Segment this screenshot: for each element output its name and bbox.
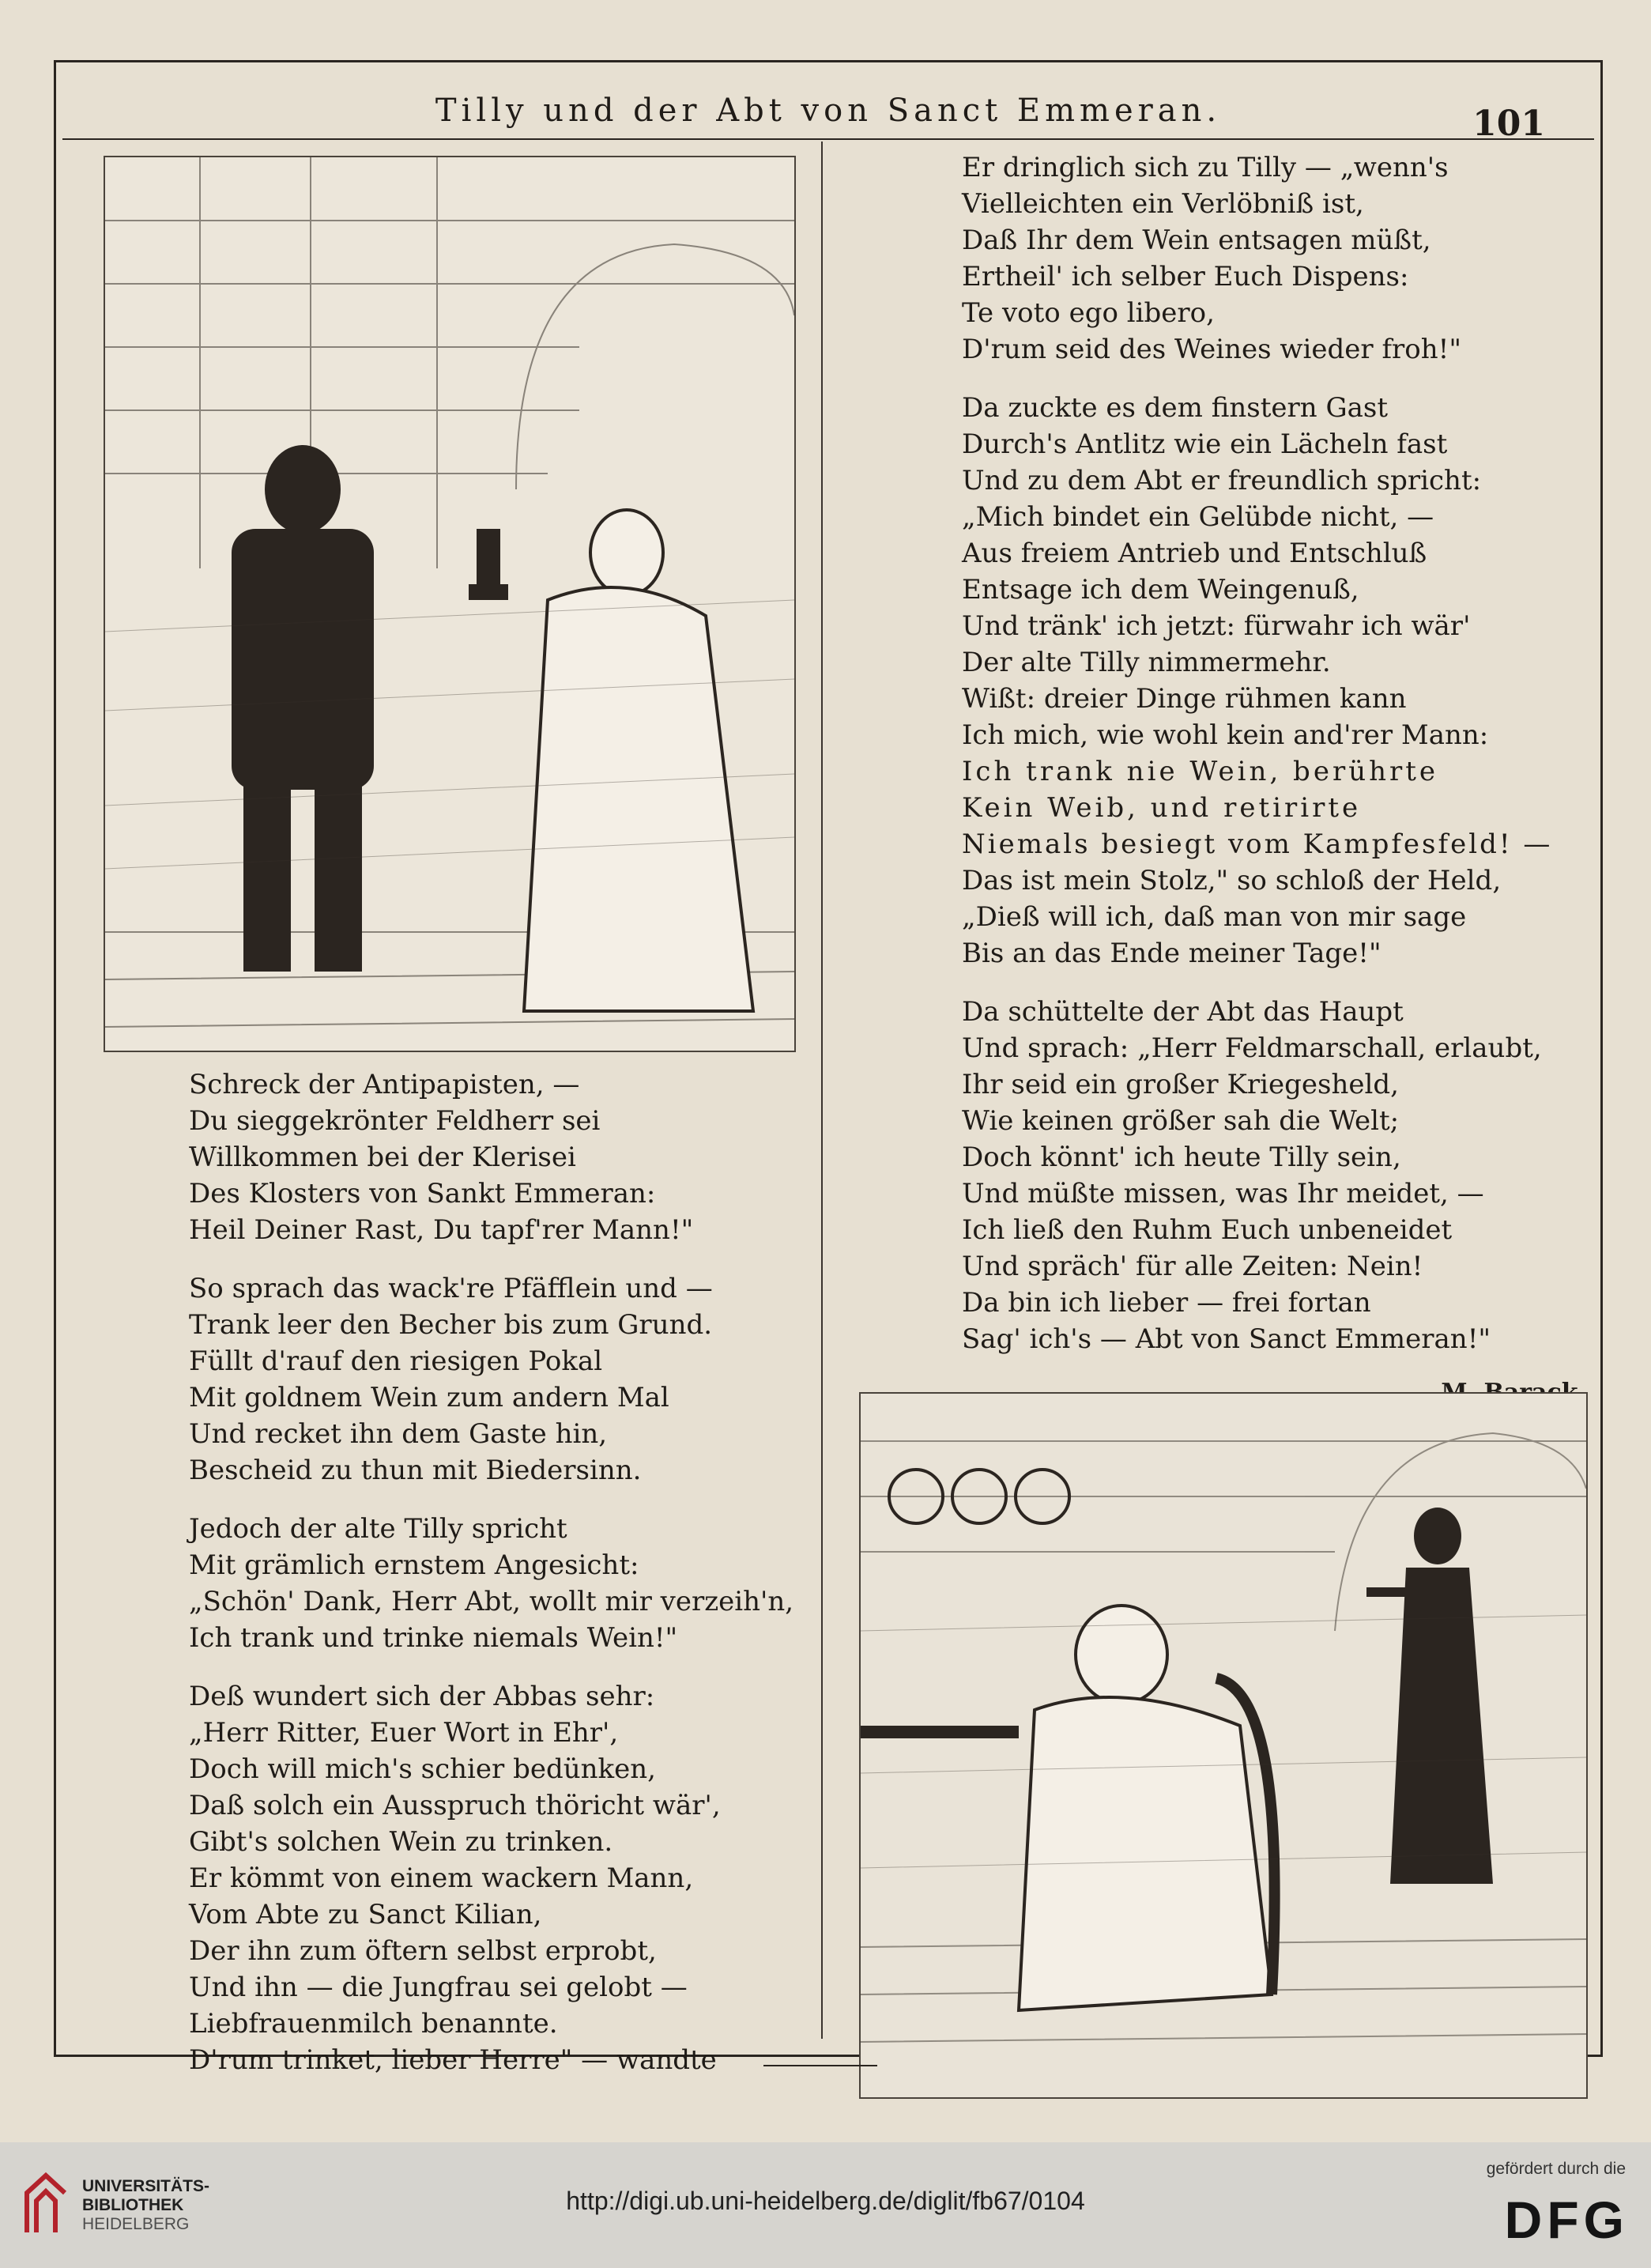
verse-line: Ich ließ den Ruhm Euch unbeneidet bbox=[962, 1214, 1453, 1246]
permalink-url[interactable]: http://digi.ub.uni-heidelberg.de/diglit/fb67/0104 bbox=[566, 2187, 1085, 2215]
closing-rule bbox=[763, 2065, 877, 2066]
stanza bbox=[962, 390, 1586, 972]
verse-line: Bis an das Ende meiner Tage!" bbox=[962, 938, 1381, 969]
verse-line: Ihr seid ein großer Kriegesheld, bbox=[962, 1069, 1399, 1100]
verse-line: Und ihn — die Jungfrau sei gelobt — bbox=[189, 1972, 688, 2003]
verse-line: Da schüttelte der Abt das Haupt bbox=[962, 996, 1404, 1028]
verse-line: „Schön' Dank, Herr Abt, wollt mir verzeih'n, bbox=[189, 1586, 794, 1617]
verse-line: Ich trank nie Wein, berührte bbox=[962, 756, 1439, 787]
left-poem-column bbox=[189, 1066, 805, 2100]
verse-line: Liebfrauenmilch benannte. bbox=[189, 2008, 558, 2040]
engraving-abbot-and-maid-icon bbox=[859, 1392, 1588, 2099]
verse-line: Das ist mein Stolz," so schloß der Held, bbox=[962, 865, 1502, 896]
verse-line: Doch könnt' ich heute Tilly sein, bbox=[962, 1142, 1401, 1173]
stanza bbox=[189, 1678, 805, 2078]
dfg-logo[interactable]: DFG bbox=[1504, 2191, 1629, 2249]
verse-line: Gibt's solchen Wein zu trinken. bbox=[189, 1826, 613, 1858]
verse-line: Mit goldnem Wein zum andern Mal bbox=[189, 1382, 669, 1413]
verse-line: Wie keinen größer sah die Welt; bbox=[962, 1105, 1400, 1137]
verse-line: Sag' ich's — Abt von Sanct Emmeran!" bbox=[962, 1323, 1491, 1355]
verse-line: Entsage ich dem Weingenuß, bbox=[962, 574, 1359, 606]
verse-line: Und müßte missen, was Ihr meidet, — bbox=[962, 1178, 1484, 1209]
page-frame bbox=[54, 60, 1603, 2076]
verse-line: Doch will mich's schier bedünken, bbox=[189, 1753, 656, 1785]
verse-line: Wißt: dreier Dinge rühmen kann bbox=[962, 683, 1407, 715]
verse-line: Te voto ego libero, bbox=[962, 297, 1215, 329]
institution-line: UNIVERSITÄTS- bbox=[82, 2177, 210, 2195]
verse-line: Durch's Antlitz wie ein Lächeln fast bbox=[962, 428, 1448, 460]
verse-line: Und spräch' für alle Zeiten: Nein! bbox=[962, 1251, 1423, 1282]
verse-line: Da zuckte es dem finstern Gast bbox=[962, 392, 1389, 424]
verse-line: Und recket ihn dem Gaste hin, bbox=[189, 1418, 608, 1450]
stanza bbox=[189, 1066, 805, 1248]
verse-line: Heil Deiner Rast, Du tapf'rer Mann!" bbox=[189, 1214, 694, 1246]
stanza bbox=[962, 994, 1586, 1357]
column-divider bbox=[821, 142, 823, 2039]
verse-line: Der alte Tilly nimmermehr. bbox=[962, 647, 1331, 678]
verse-line: Mit grämlich ernstem Angesicht: bbox=[189, 1549, 639, 1581]
verse-line: „Dieß will ich, daß man von mir sage bbox=[962, 901, 1467, 933]
page-number: 101 bbox=[1472, 104, 1545, 144]
verse-line: Willkommen bei der Klerisei bbox=[189, 1142, 576, 1173]
verse-line: Bescheid zu thun mit Biedersinn. bbox=[189, 1455, 642, 1486]
verse-line: „Mich bindet ein Gelübde nicht, — bbox=[962, 501, 1434, 533]
verse-line: Schreck der Antipapisten, — bbox=[189, 1069, 580, 1100]
verse-line: Er kömmt von einem wackern Mann, bbox=[189, 1862, 694, 1894]
verse-line: Er dringlich sich zu Tilly — „wenn's bbox=[962, 152, 1449, 183]
verse-line: Ich trank und trinke niemals Wein!" bbox=[189, 1622, 678, 1654]
verse-line: Daß Ihr dem Wein entsagen müßt, bbox=[962, 225, 1431, 256]
verse-line: Vielleichten ein Verlöbniß ist, bbox=[962, 188, 1364, 220]
stanza bbox=[189, 1511, 805, 1656]
running-title: Tilly und der Abt von Sanct Emmeran. bbox=[435, 92, 1222, 129]
verse-line: Niemals besiegt vom Kampfesfeld! — bbox=[962, 828, 1553, 860]
verse-line: Ich mich, wie wohl kein and'rer Mann: bbox=[962, 719, 1489, 751]
verse-line: Daß solch ein Ausspruch thöricht wär', bbox=[189, 1790, 721, 1821]
engraving-tilly-and-abbot-icon bbox=[104, 156, 796, 1052]
verse-line: Du sieggekrönter Feldherr sei bbox=[189, 1105, 601, 1137]
verse-line: Kein Weib, und retirirte bbox=[962, 792, 1362, 824]
stanza bbox=[962, 149, 1586, 368]
verse-line: „Herr Ritter, Euer Wort in Ehr', bbox=[189, 1717, 619, 1749]
verse-line: So sprach das wack're Pfäfflein und — bbox=[189, 1273, 713, 1304]
verse-line: Füllt d'rauf den riesigen Pokal bbox=[189, 1345, 603, 1377]
verse-line: Und sprach: „Herr Feldmarschall, erlaubt, bbox=[962, 1032, 1542, 1064]
institution-line: HEIDELBERG bbox=[82, 2215, 190, 2233]
stanza bbox=[189, 1270, 805, 1489]
verse-line: D'rum trinket, lieber Herre" — wandte bbox=[189, 2044, 717, 2076]
verse-line: Jedoch der alte Tilly spricht bbox=[189, 1513, 567, 1545]
header-rule bbox=[62, 138, 1594, 140]
verse-line: Der ihn zum öftern selbst erprobt, bbox=[189, 1935, 657, 1967]
right-poem-column bbox=[962, 149, 1586, 1411]
verse-line: Trank leer den Becher bis zum Grund. bbox=[189, 1309, 713, 1341]
funding-note: gefördert durch die bbox=[1486, 2160, 1626, 2178]
verse-line: Da bin ich lieber — frei fortan bbox=[962, 1287, 1371, 1319]
verse-line: Und zu dem Abt er freundlich spricht: bbox=[962, 465, 1482, 496]
verse-line: Vom Abte zu Sanct Kilian, bbox=[189, 1899, 542, 1930]
institution-line: BIBLIOTHEK bbox=[82, 2196, 184, 2214]
verse-line: Ertheil' ich selber Euch Dispens: bbox=[962, 261, 1409, 292]
verse-line: Und tränk' ich jetzt: fürwahr ich wär' bbox=[962, 610, 1471, 642]
verse-line: Deß wundert sich der Abbas sehr: bbox=[189, 1681, 655, 1712]
verse-line: Des Klosters von Sankt Emmeran: bbox=[189, 1178, 656, 1209]
verse-line: Aus freiem Antrieb und Entschluß bbox=[962, 538, 1427, 569]
viewer-footer bbox=[0, 2142, 1651, 2268]
verse-line: D'rum seid des Weines wieder froh!" bbox=[962, 334, 1461, 365]
